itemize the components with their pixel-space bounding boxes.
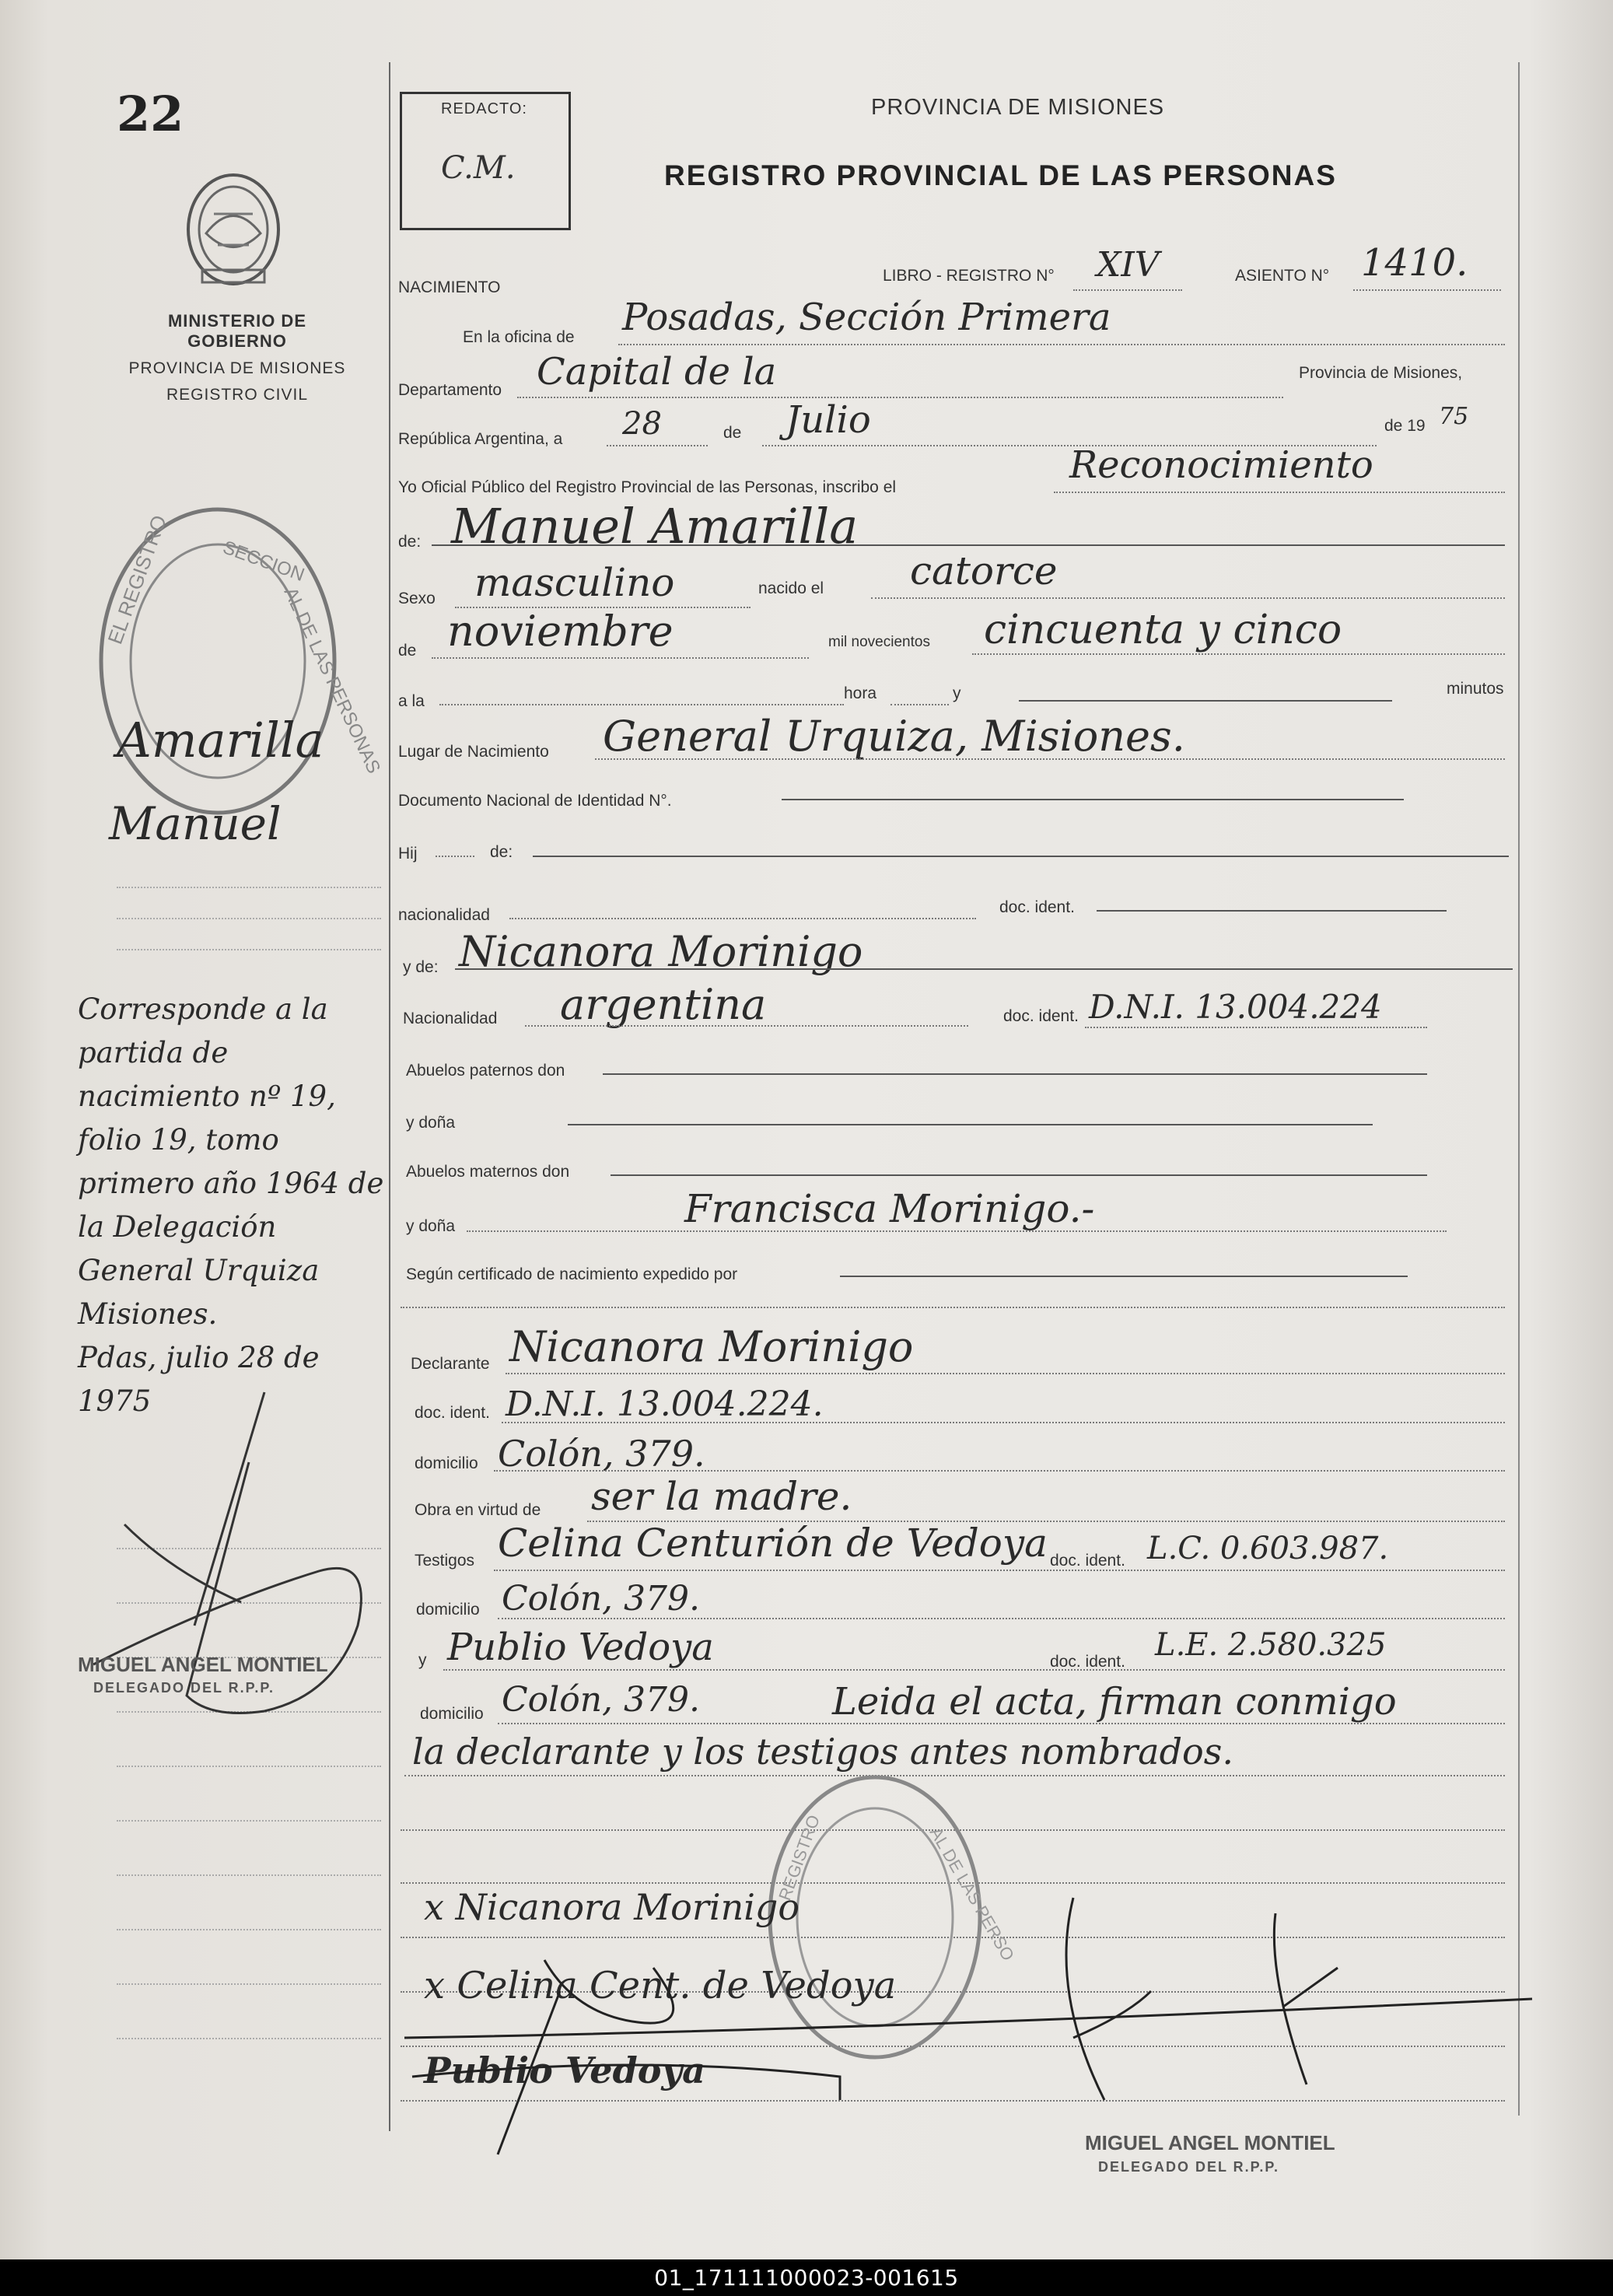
svg-text:AL DE LAS PERSO: AL DE LAS PERSO xyxy=(925,1824,1019,1965)
testigo1-value: Celina Centurión de Vedoya xyxy=(498,1521,1048,1566)
ministry-heading xyxy=(117,311,358,404)
hij-line xyxy=(436,856,474,857)
margin-surname: Amarilla xyxy=(117,712,324,768)
docident2-label: doc. ident. xyxy=(1003,1007,1079,1025)
yde-label: y de: xyxy=(403,958,439,976)
province-heading: PROVINCIA DE MISIONES xyxy=(871,95,1165,120)
oficial-label: Yo Oficial Público del Registro Provincial de las Personas, inscribo el xyxy=(398,478,897,496)
declarante-value: Nicanora Morinigo xyxy=(509,1322,914,1371)
oficial-line xyxy=(1054,492,1505,493)
asiento-line xyxy=(1353,289,1501,291)
republica-label: República Argentina, a xyxy=(398,430,563,448)
anio-value: 75 xyxy=(1439,403,1469,430)
signature-declarante: x Nicanora Morinigo xyxy=(424,1886,800,1928)
hij-label: Hij xyxy=(398,845,418,863)
footer-id: 01_171111000023-001615 xyxy=(654,2265,959,2291)
ydona1-line xyxy=(568,1124,1373,1125)
margin-signature xyxy=(78,1369,404,1758)
anio-label: de 19 xyxy=(1384,417,1426,435)
docident1-line xyxy=(1097,910,1447,912)
oficina-line xyxy=(618,344,1505,345)
minutos-line xyxy=(1019,700,1392,702)
declarante-line xyxy=(506,1373,1505,1374)
margin-given-name: Manuel xyxy=(109,797,282,850)
domicilio2-value: Colón, 379. xyxy=(502,1579,700,1619)
official-name-bottom: MIGUEL ANGEL MONTIEL xyxy=(1085,2131,1335,2154)
dia-value: 28 xyxy=(622,406,662,442)
madre-line xyxy=(455,968,1513,970)
nombre-line xyxy=(432,544,1505,546)
y-label: y xyxy=(953,684,961,702)
domicilio1-line xyxy=(494,1470,1505,1472)
docident2-value: D.N.I. 13.004.224 xyxy=(1089,988,1382,1026)
oficial-value: Reconocimiento xyxy=(1069,443,1373,487)
oficina-label: En la oficina de xyxy=(463,328,575,346)
margin-line xyxy=(117,1874,381,1876)
docident2-line xyxy=(1085,1027,1427,1028)
image-footer xyxy=(0,2259,1613,2296)
asiento-value: 1410. xyxy=(1361,241,1468,285)
svg-text:AL DE LAS PERSONAS: AL DE LAS PERSONAS xyxy=(279,584,385,777)
page-number: 22 xyxy=(117,86,184,142)
margin-line xyxy=(117,949,381,950)
hora-line xyxy=(890,704,949,705)
madre-value: Nicanora Morinigo xyxy=(459,927,863,976)
ydona1-label: y doña xyxy=(406,1114,456,1132)
leida2-value: la declarante y los testigos antes nombrados. xyxy=(412,1731,1233,1773)
libro-label: LIBRO - REGISTRO N° xyxy=(883,267,1055,285)
redacto-value: C.M. xyxy=(441,150,516,186)
margin-line xyxy=(117,887,381,888)
margin-line xyxy=(117,1820,381,1822)
departamento-line xyxy=(517,397,1283,398)
mes-nac-value: noviembre xyxy=(447,607,674,656)
official-role-left: DELEGADO DEL R.P.P. xyxy=(93,1680,275,1696)
dia-line xyxy=(607,445,708,446)
departamento-value: Capital de la xyxy=(537,350,777,394)
nombre-value: Manuel Amarilla xyxy=(451,498,859,555)
provincia-label: Provincia de Misiones, xyxy=(1299,364,1463,382)
right-border xyxy=(1518,62,1520,2116)
mes-value: Julio xyxy=(786,398,871,442)
margin-annotation-text: Corresponde a la partida de nacimiento nº 19, folio 19, tomo primero año 1964 de la Delegación General Urquiza Misiones. xyxy=(78,992,384,1331)
domicilio1-value: Colón, 379. xyxy=(498,1433,705,1475)
testigos-label: Testigos xyxy=(415,1552,475,1570)
segun-label: Según certificado de nacimiento expedido por xyxy=(406,1265,738,1283)
margin-line xyxy=(117,2038,381,2039)
ydona2-line xyxy=(467,1230,1447,1232)
margin-line xyxy=(117,1929,381,1930)
docident1-label: doc. ident. xyxy=(999,898,1075,916)
ydona2-value: Francisca Morinigo.- xyxy=(684,1186,1095,1231)
margin-divider xyxy=(389,62,390,2131)
de2-label: de: xyxy=(398,533,422,551)
testigo1-line xyxy=(494,1570,1505,1571)
registry-stamp-left xyxy=(89,498,385,824)
mes-nac-line xyxy=(432,657,809,659)
anio-nac-line xyxy=(972,653,1505,655)
domicilio3-label: domicilio xyxy=(420,1705,484,1723)
docident5-value: L.E. 2.580.325 xyxy=(1155,1627,1387,1663)
ministry-line-3: REGISTRO CIVIL xyxy=(166,386,309,404)
margin-line xyxy=(117,918,381,919)
docident3-label: doc. ident. xyxy=(415,1404,490,1422)
libro-line xyxy=(1073,289,1182,291)
domicilio3-line xyxy=(498,1723,1505,1724)
lugar-value: General Urquiza, Misiones. xyxy=(603,712,1185,761)
hora-label: hora xyxy=(844,684,877,702)
testigo2-value: Publio Vedoya xyxy=(447,1626,714,1669)
ministry-line-2: PROVINCIA DE MISIONES xyxy=(128,359,346,377)
domicilio2-line xyxy=(498,1618,1505,1619)
docident3-value: D.N.I. 13.004.224. xyxy=(506,1384,824,1424)
official-name-left: MIGUEL ANGEL MONTIEL xyxy=(78,1653,328,1676)
svg-text:EL REGISTRO: EL REGISTRO xyxy=(103,512,172,648)
sexo-value: masculino xyxy=(474,560,675,605)
libro-value: XIV xyxy=(1097,245,1160,285)
nacido-line xyxy=(871,597,1505,599)
nacido-label: nacido el xyxy=(758,579,824,597)
minutos-label: minutos xyxy=(1447,680,1504,698)
declarante-label: Declarante xyxy=(411,1355,490,1373)
provincial-crest-icon xyxy=(179,167,288,292)
margin-annotation-date: Pdas, julio 28 de 1975 xyxy=(78,1341,320,1418)
nacionalidad2-value: argentina xyxy=(560,980,767,1029)
de4-label: de: xyxy=(490,843,513,861)
signature-strokes xyxy=(404,1898,1540,2162)
dni-line xyxy=(782,799,1404,800)
domicilio1-label: domicilio xyxy=(415,1454,478,1472)
domicilio2-label: domicilio xyxy=(416,1601,480,1619)
nacionalidad1-line xyxy=(509,918,976,919)
dni-label: Documento Nacional de Identidad N°. xyxy=(398,792,672,810)
redacto-label: REDACTO: xyxy=(441,100,527,117)
docident4-value: L.C. 0.603.987. xyxy=(1147,1531,1389,1566)
nacionalidad1-label: nacionalidad xyxy=(398,906,490,924)
docident3-line xyxy=(502,1422,1505,1423)
abuelos-mat-line xyxy=(611,1174,1427,1176)
margin-line xyxy=(117,1766,381,1767)
testigo2-line xyxy=(443,1669,1505,1671)
lugar-line xyxy=(595,758,1505,760)
registry-title: REGISTRO PROVINCIAL DE LAS PERSONAS xyxy=(664,159,1337,191)
margin-annotation xyxy=(78,988,397,1423)
abuelos-mat-label: Abuelos maternos don xyxy=(406,1163,570,1181)
domicilio3-value: Colón, 379. xyxy=(502,1680,700,1720)
nacionalidad2-label: Nacionalidad xyxy=(403,1010,498,1027)
svg-text:REGISTRO: REGISTRO xyxy=(775,1812,824,1903)
nacionalidad2-line xyxy=(525,1025,968,1027)
ydona2-label: y doña xyxy=(406,1217,456,1235)
docident5-label: doc. ident. xyxy=(1050,1653,1125,1671)
asiento-label: ASIENTO N° xyxy=(1235,267,1330,285)
svg-text:SECCION: SECCION xyxy=(219,537,307,586)
signature-testigo-1: x Celina Cent. de Vedoya xyxy=(424,1964,897,2007)
docident4-label: doc. ident. xyxy=(1050,1552,1125,1570)
mil-label: mil novecientos xyxy=(828,634,930,650)
de-label: de xyxy=(723,424,742,442)
oficina-value: Posadas, Sección Primera xyxy=(622,296,1111,339)
redacto-box xyxy=(400,92,571,230)
departamento-label: Departamento xyxy=(398,381,502,399)
blank-line xyxy=(401,1307,1505,1308)
lugar-label: Lugar de Nacimiento xyxy=(398,743,549,761)
nacido-value: catorce xyxy=(910,548,1058,593)
obra-label: Obra en virtud de xyxy=(415,1501,541,1519)
abuelos-pat-line xyxy=(603,1073,1427,1075)
ala-line xyxy=(439,704,844,705)
padre-line xyxy=(533,856,1509,857)
signature-testigo-2: Publio Vedoya xyxy=(424,2049,705,2091)
de3-label: de xyxy=(398,642,417,660)
margin-line xyxy=(117,1983,381,1985)
official-role-bottom: DELEGADO DEL R.P.P. xyxy=(1098,2159,1280,2175)
y2-label: y xyxy=(418,1651,427,1669)
obra-value: ser la madre. xyxy=(591,1474,852,1519)
segun-line xyxy=(840,1276,1408,1277)
leida-value: Leida el acta, firman conmigo xyxy=(832,1680,1397,1724)
anio-nac-value: cincuenta y cinco xyxy=(984,607,1342,653)
ala-label: a la xyxy=(398,692,425,710)
abuelos-pat-label: Abuelos paternos don xyxy=(406,1062,565,1080)
sexo-label: Sexo xyxy=(398,590,436,607)
record-type-label: NACIMIENTO xyxy=(398,278,501,296)
ministry-line-1: MINISTERIO DE GOBIERNO xyxy=(167,311,306,351)
